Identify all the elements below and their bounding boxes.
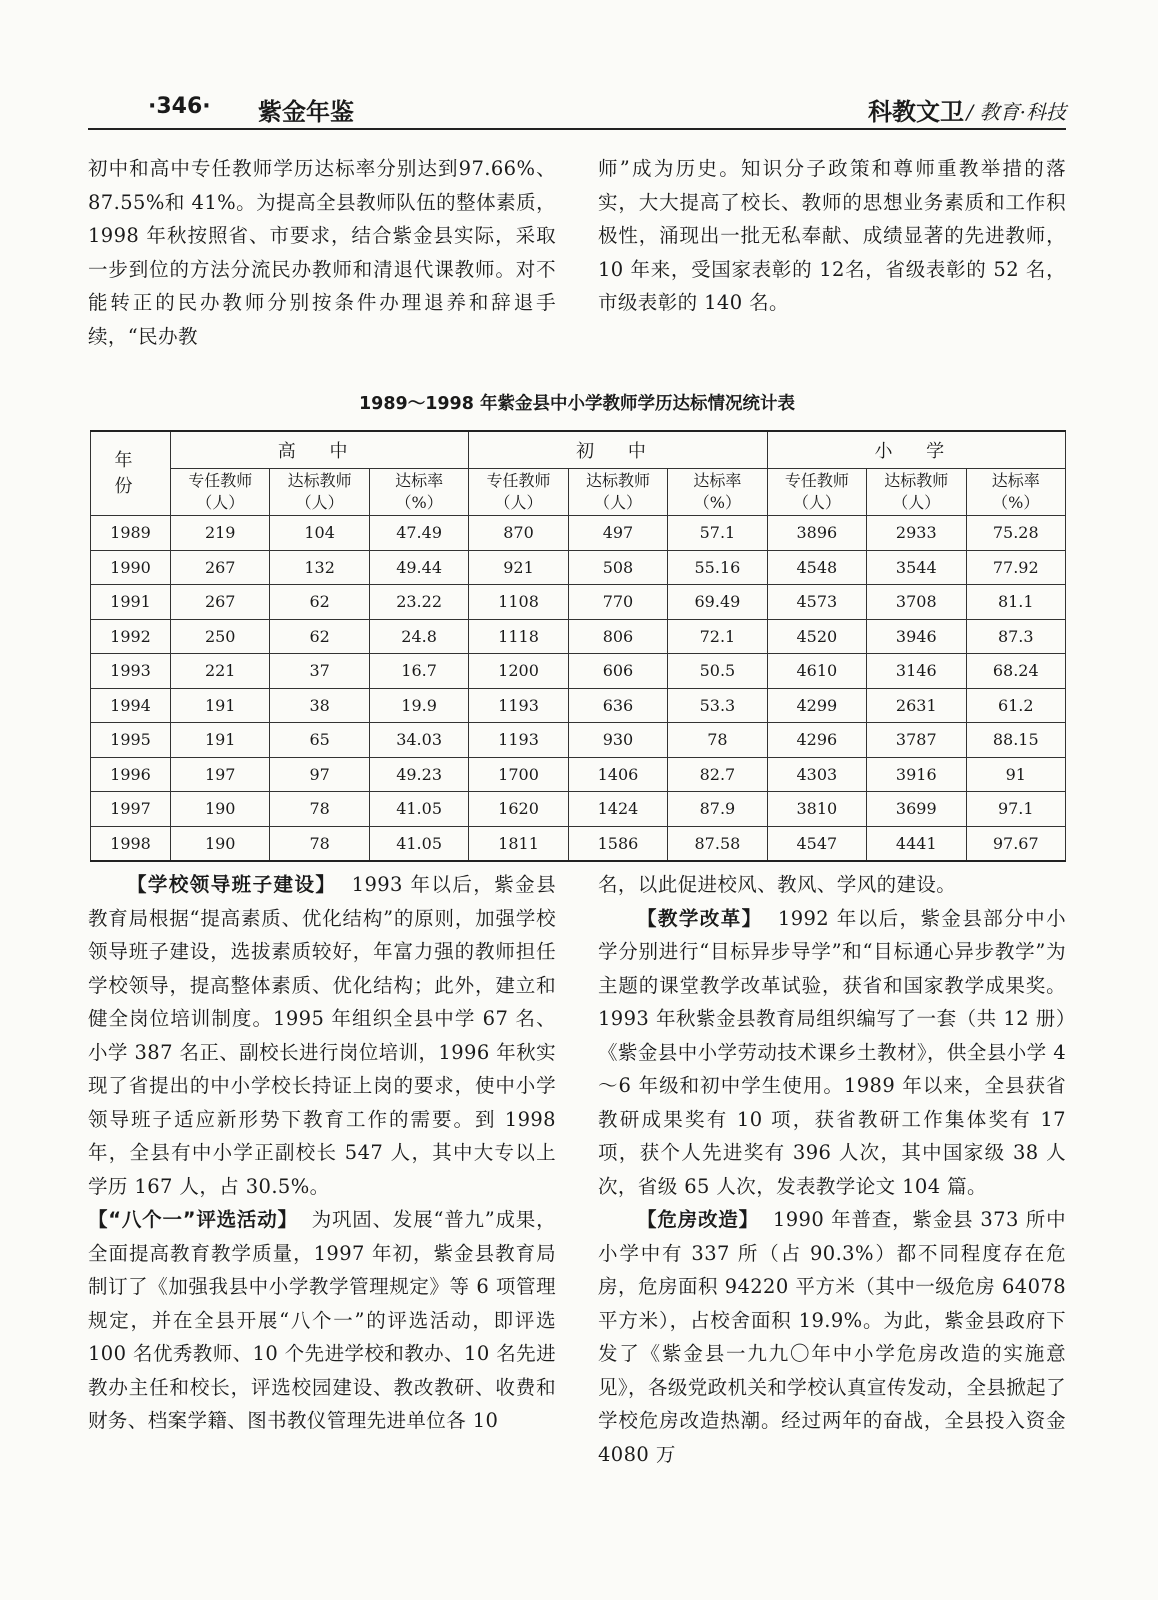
leadership-paragraph: 【学校领导班子建设】 1993 年以后，紫金县教育局根据“提高素质、优化结构”的原则，加强学校领导班子建设，选拔素质较好，年富力强的教师担任学校领导，提高整体素质、优化结构；此外，建立和健全岗位培训制度。1995 年组织全县中学 67 名、小学 387 名正、副校长进行岗位培训，1996 年秋实现了省提出的中小学校长持证上岗的要求，使中小学领导班子适应新形势下教育工作的需要。到 1998 年，全县有中小学正副校长 547 人，其中大专以上学历 167 人，占 30.5%。 — [88, 873, 557, 1198]
teaching-reform-heading: 【教学改革】 — [637, 906, 763, 930]
table-cell: 77.92 — [966, 550, 1066, 585]
table-cell: 4547 — [767, 826, 866, 861]
table-cell: 3896 — [767, 516, 866, 551]
table-row — [91, 757, 1066, 792]
table-cell: 16.7 — [369, 654, 468, 689]
table-cell: 197 — [171, 757, 270, 792]
col-header-full-time: 专任教师 （人） — [171, 469, 270, 516]
table-cell: 88.15 — [966, 723, 1066, 758]
table-cell: 3787 — [867, 723, 966, 758]
year-cell: 1990 — [91, 550, 171, 585]
table-row — [91, 619, 1066, 654]
table-cell: 1193 — [469, 688, 568, 723]
table-cell: 97.1 — [966, 792, 1066, 827]
year-cell: 1998 — [91, 826, 171, 861]
year-cell: 1997 — [91, 792, 171, 827]
table-cell: 19.9 — [369, 688, 468, 723]
table-cell: 1108 — [469, 585, 568, 620]
table-cell: 3146 — [867, 654, 966, 689]
table-row — [91, 585, 1066, 620]
table-cell: 87.9 — [668, 792, 767, 827]
group-header-junior: 初 中 — [469, 431, 767, 469]
table-cell: 930 — [568, 723, 667, 758]
table-cell: 1811 — [469, 826, 568, 861]
book-title: 紫金年鉴 — [258, 98, 354, 126]
table-cell: 770 — [568, 585, 667, 620]
year-column-header: 年 份 — [91, 431, 171, 516]
col-header-full-time: 专任教师 （人） — [469, 469, 568, 516]
subsection-title: / 教育·科技 — [966, 100, 1066, 124]
table-cell: 1193 — [469, 723, 568, 758]
table-cell: 4441 — [867, 826, 966, 861]
table-cell: 1200 — [469, 654, 568, 689]
table-cell: 3810 — [767, 792, 866, 827]
table-cell: 132 — [270, 550, 369, 585]
table-cell: 97 — [270, 757, 369, 792]
table-cell: 23.22 — [369, 585, 468, 620]
table-cell: 921 — [469, 550, 568, 585]
table-group-header-row — [91, 431, 1066, 469]
table-cell: 606 — [568, 654, 667, 689]
table-cell: 104 — [270, 516, 369, 551]
col-header-full-time: 专任教师 （人） — [767, 469, 866, 516]
table-cell: 81.1 — [966, 585, 1066, 620]
top-left-paragraph: 初中和高中专任教师学历达标率分别达到97.66%、87.55%和 41%。为提高全县教师队伍的整体素质，1998 年秋按照省、市要求，结合紫金县实际，采取一步到位的方法分流民办教师和清退代课教师。对不能转正的民办教师分别按条件办理退养和辞退手续，“民办教 — [88, 157, 556, 348]
housing-renovation-paragraph: 【危房改造】 1990 年普查，紫金县 373 所中小学中有 337 所（占 90.3%）都不同程度存在危房，危房面积 94220 平方米（其中一级危房 64078 平方米），占校舍面积 19.9%。为此，紫金县政府下发了《紫金县一九九〇年中小学危房改造的实施意见》，各级党政机关和学校认真宣传发动，全县掀起了学校危房改造热潮。经过两年的奋战，全县投入资金 4080 万 — [598, 1208, 1067, 1466]
top-right-paragraph: 师”成为历史。知识分子政策和尊师重教举措的落实，大大提高了校长、教师的思想业务素质和工作积极性，涌现出一批无私奉献、成绩显著的先进教师，10 年来，受国家表彰的 12名，省级表彰的 52 名，市级表彰的 140 名。 — [598, 157, 1066, 314]
table-cell: 34.03 — [369, 723, 468, 758]
year-cell: 1994 — [91, 688, 171, 723]
year-cell: 1989 — [91, 516, 171, 551]
table-cell: 37 — [270, 654, 369, 689]
table-cell: 49.23 — [369, 757, 468, 792]
table-cell: 191 — [171, 688, 270, 723]
table-cell: 57.1 — [668, 516, 767, 551]
table-cell: 3544 — [867, 550, 966, 585]
table-cell: 38 — [270, 688, 369, 723]
table-cell: 4296 — [767, 723, 866, 758]
section-title: 科教文卫 — [868, 98, 964, 126]
table-cell: 78 — [270, 826, 369, 861]
table-cell: 78 — [668, 723, 767, 758]
table-cell: 49.44 — [369, 550, 468, 585]
table-cell: 2933 — [867, 516, 966, 551]
table-cell: 75.28 — [966, 516, 1066, 551]
table-cell: 4610 — [767, 654, 866, 689]
table-cell: 1406 — [568, 757, 667, 792]
table-row — [91, 550, 1066, 585]
table-cell: 69.49 — [668, 585, 767, 620]
table-cell: 219 — [171, 516, 270, 551]
table-cell: 267 — [171, 550, 270, 585]
group-header-senior: 高 中 — [171, 431, 469, 469]
table-cell: 1118 — [469, 619, 568, 654]
table-row — [91, 654, 1066, 689]
col-header-qualified: 达标教师 （人） — [270, 469, 369, 516]
table-subheader-row — [91, 469, 1066, 516]
table-cell: 78 — [270, 792, 369, 827]
table-row — [91, 516, 1066, 551]
table-row — [91, 688, 1066, 723]
table-cell: 97.67 — [966, 826, 1066, 861]
table-cell: 61.2 — [966, 688, 1066, 723]
page-number: ·346· — [148, 94, 211, 119]
table-cell: 190 — [171, 826, 270, 861]
table-cell: 62 — [270, 619, 369, 654]
col-header-rate: 达标率 （%） — [369, 469, 468, 516]
table-cell: 41.05 — [369, 792, 468, 827]
table-cell: 62 — [270, 585, 369, 620]
teacher-qualification-table — [90, 430, 1066, 862]
running-header — [88, 92, 1066, 128]
table-cell: 24.8 — [369, 619, 468, 654]
table-cell: 41.05 — [369, 826, 468, 861]
table-cell: 190 — [171, 792, 270, 827]
table-cell: 1586 — [568, 826, 667, 861]
table-cell: 636 — [568, 688, 667, 723]
table-cell: 4520 — [767, 619, 866, 654]
table-cell: 68.24 — [966, 654, 1066, 689]
table-cell: 3916 — [867, 757, 966, 792]
table-row — [91, 792, 1066, 827]
table-cell: 2631 — [867, 688, 966, 723]
leadership-heading: 【学校领导班子建设】 — [127, 873, 337, 896]
table-cell: 4573 — [767, 585, 866, 620]
col-header-rate: 达标率 （%） — [668, 469, 767, 516]
table-cell: 221 — [171, 654, 270, 689]
table-cell: 3946 — [867, 619, 966, 654]
table-body — [91, 516, 1066, 862]
table-cell: 267 — [171, 585, 270, 620]
table-cell: 1424 — [568, 792, 667, 827]
table-cell: 806 — [568, 619, 667, 654]
year-cell: 1995 — [91, 723, 171, 758]
table-cell: 3699 — [867, 792, 966, 827]
table-cell: 1620 — [469, 792, 568, 827]
table-cell: 50.5 — [668, 654, 767, 689]
bottom-right-column — [598, 868, 1066, 1471]
table-cell: 4299 — [767, 688, 866, 723]
col-header-qualified: 达标教师 （人） — [568, 469, 667, 516]
teaching-reform-paragraph: 【教学改革】 1992 年以后，紫金县部分中小学分别进行“目标异步导学”和“目标通心异步教学”为主题的课堂教学改革试验，获省和国家教学成果奖。1993 年秋紫金县教育局组织编写了一套（共 12 册）《紫金县中小学劳动技术课乡土教材》，供全县小学 4～6 年级和初中学生使用。1989 年以来，全县获省教研成果奖有 10 项，获省教研工作集体奖有 17 项，获个人先进奖有 396 人次，其中国家级 38 人次，省级 65 人次，发表教学论文 104 篇。 — [598, 906, 1066, 1198]
housing-renovation-heading: 【危房改造】 — [637, 1208, 759, 1231]
table-cell: 82.7 — [668, 757, 767, 792]
table-cell: 250 — [171, 619, 270, 654]
eight-selection-continuation: 名，以此促进校风、教风、学风的建设。 — [598, 873, 957, 896]
table-cell: 65 — [270, 723, 369, 758]
year-cell: 1996 — [91, 757, 171, 792]
table-row — [91, 723, 1066, 758]
table-cell: 4548 — [767, 550, 866, 585]
table-row — [91, 826, 1066, 861]
table-cell: 47.49 — [369, 516, 468, 551]
table-cell: 870 — [469, 516, 568, 551]
table-cell: 53.3 — [668, 688, 767, 723]
table-cell: 55.16 — [668, 550, 767, 585]
year-cell: 1991 — [91, 585, 171, 620]
group-header-primary: 小 学 — [767, 431, 1065, 469]
header-rule — [88, 128, 1066, 130]
table-cell: 3708 — [867, 585, 966, 620]
table-caption: 1989～1998 年紫金县中小学教师学历达标情况统计表 — [358, 394, 795, 414]
table-cell: 508 — [568, 550, 667, 585]
bottom-left-column — [88, 868, 556, 1438]
col-header-qualified: 达标教师 （人） — [867, 469, 966, 516]
year-cell: 1992 — [91, 619, 171, 654]
table-cell: 91 — [966, 757, 1066, 792]
eight-selection-heading: 【“八个一”评选活动】 — [88, 1208, 298, 1231]
table-cell: 72.1 — [668, 619, 767, 654]
table-cell: 191 — [171, 723, 270, 758]
year-cell: 1993 — [91, 654, 171, 689]
table-cell: 1700 — [469, 757, 568, 792]
table-cell: 87.3 — [966, 619, 1066, 654]
table-cell: 87.58 — [668, 826, 767, 861]
eight-selection-paragraph: 【“八个一”评选活动】 为巩固、发展“普九”成果，全面提高教育教学质量，1997 年初，紫金县教育局制订了《加强我县中小学教学管理规定》等 6 项管理规定，并在全县开展“八个一”的评选活动，即评选 100 名优秀教师、10 个先进学校和教办、10 名先进教办主任和校长，评选校园建设、教改教研、收费和财务、档案学籍、图书教仪管理先进单位各 10 — [88, 1208, 556, 1432]
table-cell: 497 — [568, 516, 667, 551]
col-header-rate: 达标率 （%） — [966, 469, 1066, 516]
table-cell: 4303 — [767, 757, 866, 792]
